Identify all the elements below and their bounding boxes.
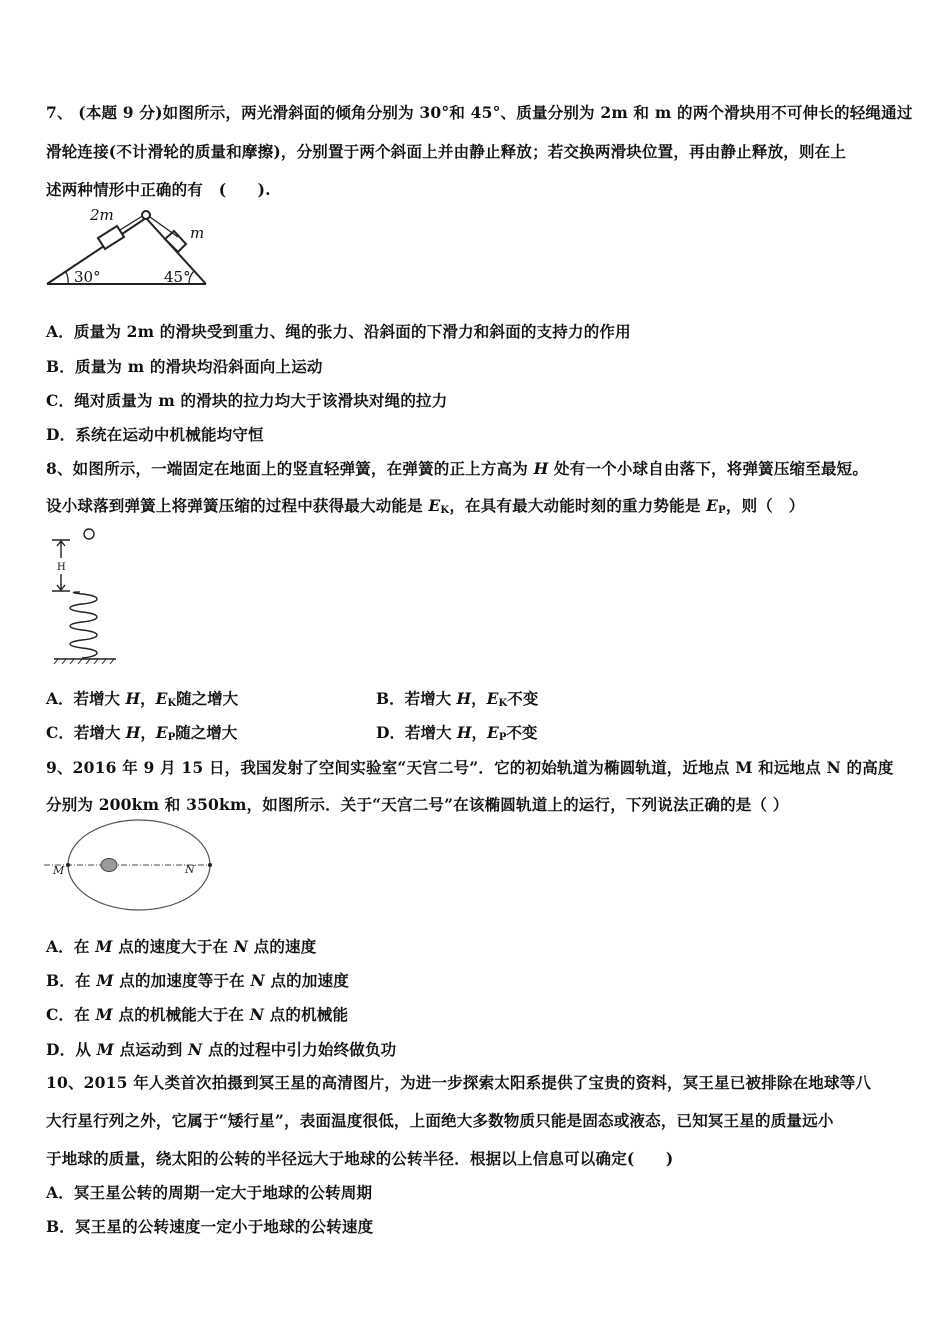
q9-optC-part3: 点的机械能 — [264, 1005, 349, 1024]
q8-optD-comma: ， — [471, 723, 488, 742]
q9-optD-part3: 点的过程中引力始终做负功 — [202, 1040, 397, 1059]
q8-line1-text-a: 8、如图所示，一端固定在地面上的竖直轻弹簧，在弹簧的正上方高为 — [46, 459, 534, 478]
q7-option-a: A．质量为 2m 的滑块受到重力、绳的张力、沿斜面的下滑力和斜面的支持力的作用 — [46, 322, 631, 341]
q9-optB-N: N — [250, 971, 265, 990]
q7-incline-figure — [44, 204, 214, 288]
point-N — [208, 863, 212, 867]
q8-line2-P: P — [718, 505, 726, 516]
q9-optD-M: M — [96, 1040, 114, 1059]
q10-line-2: 大行星行列之外，它属于“矮行星”，表面温度很低，上面绝大多数物质只能是固态或液态，已知冥王星的质量远小 — [46, 1111, 834, 1130]
angle-30: 30° — [74, 268, 101, 286]
q8-optA-K: K — [167, 698, 177, 709]
q8-optD-H: H — [456, 723, 472, 742]
q7-line-2: 滑轮连接(不计滑轮的质量和摩擦)，分别置于两个斜面上并由静止释放；若交换两滑块位置，再由静止释放，则在上 — [46, 142, 847, 161]
q8-option-b — [376, 687, 538, 709]
q7-option-b: B．质量为 m 的滑块均沿斜面向上运动 — [46, 357, 323, 376]
q9-option-b — [46, 969, 349, 991]
q10-option-a: A．冥王星公转的周期一定大于地球的公转周期 — [46, 1183, 373, 1202]
q8-optC-E: E — [155, 723, 168, 742]
q10-option-b: B．冥王星的公转速度一定小于地球的公转速度 — [46, 1217, 374, 1236]
q9-optC-part1: C．在 — [46, 1005, 96, 1024]
q9-optA-part2: 点的速度大于在 — [112, 937, 234, 956]
q9-optD-part2: 点运动到 — [114, 1040, 188, 1059]
q7-line-1: 7、 (本题 9 分)如图所示，两光滑斜面的倾角分别为 30°和 45°、质量分别为 2m 和 m 的两个滑块用不可伸长的轻绳通过 — [46, 103, 913, 122]
q9-optB-part3: 点的加速度 — [264, 971, 349, 990]
q7-line-3: 述两种情形中正确的有 ( ). — [46, 180, 271, 199]
q8-optC-P: P — [167, 732, 176, 743]
angle-45: 45° — [164, 268, 191, 286]
q9-optD-part1: D．从 — [46, 1040, 97, 1059]
q8-optD-E: E — [487, 723, 499, 742]
q9-optB-part1: B．在 — [46, 971, 97, 990]
q8-option-d — [376, 721, 537, 743]
label-2m: 2m — [90, 206, 114, 224]
block-m — [165, 231, 186, 252]
q8-optD-pre: D．若增大 — [376, 723, 457, 742]
q9-optA-M: M — [95, 937, 113, 956]
earth — [101, 859, 117, 872]
spring — [70, 592, 97, 658]
q8-line2-K: K — [440, 505, 450, 516]
q8-optB-post: 不变 — [507, 689, 539, 708]
q8-line1-H: H — [533, 459, 549, 478]
q8-optB-K: K — [498, 698, 508, 709]
q9-orbit-figure — [44, 816, 214, 914]
q9-optC-part2: 点的机械能大于在 — [112, 1005, 250, 1024]
q9-option-c — [46, 1003, 348, 1025]
q8-line2-E2: E — [706, 496, 719, 515]
q7-option-d: D．系统在运动中机械能均守恒 — [46, 425, 264, 444]
q8-optA-H: H — [125, 689, 141, 708]
q9-line-1: 9、2016 年 9 月 15 日，我国发射了空间实验室“天宫二号”．它的初始轨道为椭圆轨道，近地点 M 和远地点 N 的高度 — [46, 758, 894, 777]
q9-optA-part1: A．在 — [46, 937, 96, 956]
label-H: H — [57, 562, 66, 573]
q8-optB-E: E — [486, 689, 499, 708]
label-N: N — [185, 863, 195, 876]
q7-option-c: C．绳对质量为 m 的滑块的拉力均大于该滑块对绳的拉力 — [46, 391, 448, 410]
q8-spring-figure — [44, 526, 124, 664]
falling-ball — [84, 529, 94, 539]
q9-option-a — [46, 935, 316, 957]
q8-option-c — [46, 721, 237, 743]
q9-optC-M: M — [95, 1005, 113, 1024]
q8-optB-pre: B．若增大 — [376, 689, 457, 708]
q8-optA-E: E — [155, 689, 168, 708]
q8-line2-text-a: 设小球落到弹簧上将弹簧压缩的过程中获得最大动能是 — [46, 496, 429, 515]
q8-optB-comma: ， — [471, 689, 487, 708]
pulley — [142, 211, 150, 219]
q9-optC-N: N — [249, 1005, 265, 1024]
q8-optC-H: H — [125, 723, 141, 742]
point-M — [66, 863, 70, 867]
q8-optD-P: P — [498, 732, 507, 743]
q9-optA-N: N — [233, 937, 249, 956]
label-M: M — [53, 864, 65, 877]
q8-line-1 — [46, 457, 868, 479]
q8-optA-post: 随之增大 — [176, 689, 239, 708]
q8-optC-post: 随之增大 — [175, 723, 238, 742]
q8-line2-text-b: ，在具有最大动能时刻的重力势能是 — [449, 496, 707, 515]
q8-optD-post: 不变 — [506, 723, 538, 742]
q8-line2-E1: E — [428, 496, 441, 515]
q8-optA-pre: A．若增大 — [46, 689, 126, 708]
q8-optC-comma: ， — [140, 723, 156, 742]
q8-line-2 — [46, 494, 804, 516]
q8-line2-text-c: ，则（ ） — [725, 496, 805, 515]
q8-line1-text-b: 处有一个小球自由落下，将弹簧压缩至最短。 — [548, 459, 869, 478]
q9-option-d — [46, 1038, 396, 1060]
q9-optD-N: N — [188, 1040, 203, 1059]
q8-optC-pre: C．若增大 — [46, 723, 126, 742]
q8-option-a — [46, 687, 238, 709]
q10-line-1: 10、2015 年人类首次拍摄到冥王星的高清图片，为进一步探索太阳系提供了宝贵的资料，冥王星已被排除在地球等八 — [46, 1073, 872, 1092]
q8-optA-comma: ， — [140, 689, 156, 708]
q9-optB-M: M — [96, 971, 114, 990]
q9-line-2: 分别为 200km 和 350km，如图所示．关于“天宫二号”在该椭圆轨道上的运行，下列说法正确的是（ ） — [46, 795, 789, 814]
q9-optA-part3: 点的速度 — [248, 937, 317, 956]
q10-line-3: 于地球的质量，绕太阳的公转的半径远大于地球的公转半径．根据以上信息可以确定( ) — [46, 1149, 674, 1168]
q9-optB-part2: 点的加速度等于在 — [113, 971, 251, 990]
label-m: m — [190, 224, 205, 242]
q8-optB-H: H — [456, 689, 472, 708]
